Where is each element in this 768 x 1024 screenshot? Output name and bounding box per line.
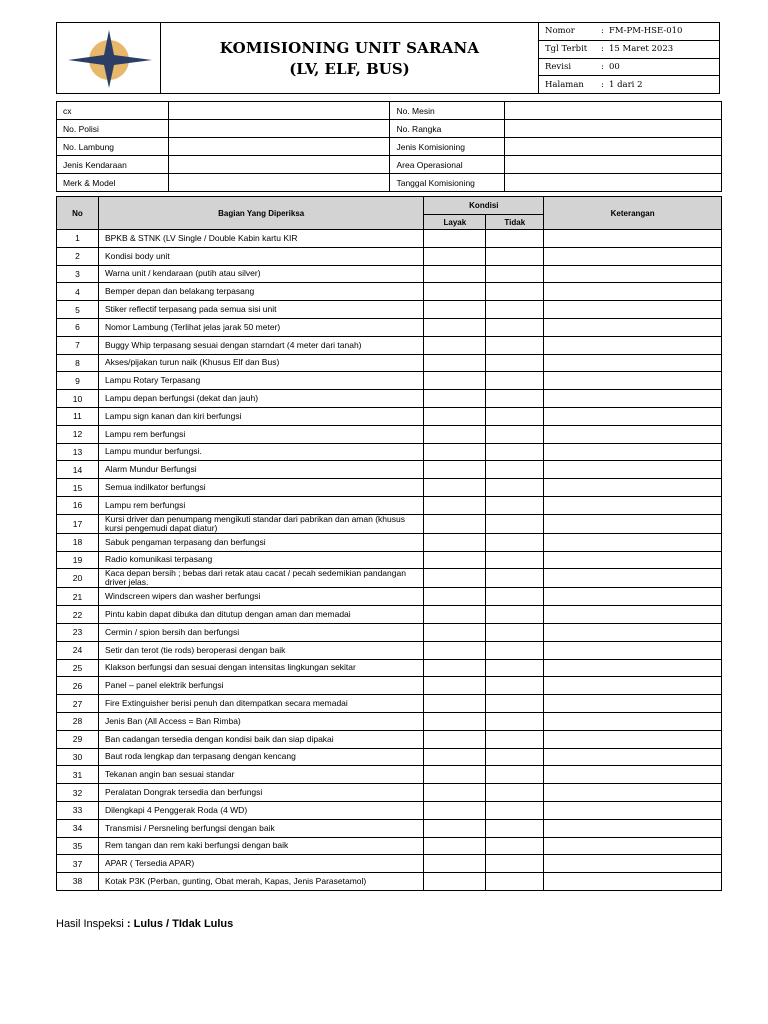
keterangan-field[interactable] <box>544 623 722 641</box>
item-description: Ban cadangan tersedia dengan kondisi baik dan siap dipakai <box>98 730 423 748</box>
table-row <box>57 819 722 837</box>
layak-checkbox-cell[interactable] <box>424 425 486 443</box>
table-row <box>57 390 722 408</box>
layak-checkbox-cell[interactable] <box>424 606 486 624</box>
info-value-field[interactable] <box>505 138 722 156</box>
info-row <box>57 156 722 174</box>
info-row <box>57 120 722 138</box>
layak-checkbox-cell[interactable] <box>424 265 486 283</box>
layak-checkbox-cell[interactable] <box>424 659 486 677</box>
keterangan-field[interactable] <box>544 230 722 248</box>
tidak-checkbox-cell[interactable] <box>486 748 544 766</box>
item-number: 34 <box>57 819 99 837</box>
keterangan-field[interactable] <box>544 514 722 533</box>
info-label: No. Polisi <box>57 120 169 138</box>
table-row <box>57 407 722 425</box>
layak-checkbox-cell[interactable] <box>424 301 486 319</box>
item-description: Akses/pijakan turun naik (Khusus Elf dan Bus) <box>98 354 423 372</box>
info-value-field[interactable] <box>168 102 390 120</box>
layak-checkbox-cell[interactable] <box>424 766 486 784</box>
table-row <box>57 730 722 748</box>
table-row <box>57 533 722 551</box>
table-row <box>57 837 722 855</box>
item-description: Semua indilkator berfungsi <box>98 479 423 497</box>
keterangan-field[interactable] <box>544 265 722 283</box>
layak-checkbox-cell[interactable] <box>424 623 486 641</box>
item-number: 2 <box>57 247 99 265</box>
table-row <box>57 496 722 514</box>
info-label: Tanggal Komisioning <box>390 174 505 192</box>
tidak-checkbox-cell[interactable] <box>486 855 544 873</box>
table-row <box>57 623 722 641</box>
item-description: Fire Extinguisher berisi penuh dan ditempatkan secara memadai <box>98 695 423 713</box>
keterangan-field[interactable] <box>544 712 722 730</box>
document-header <box>56 22 720 94</box>
table-row <box>57 801 722 819</box>
tidak-checkbox-cell[interactable] <box>486 390 544 408</box>
tidak-checkbox-cell[interactable] <box>486 425 544 443</box>
keterangan-field[interactable] <box>544 748 722 766</box>
keterangan-field[interactable] <box>544 588 722 606</box>
table-row <box>57 247 722 265</box>
tidak-checkbox-cell[interactable] <box>486 265 544 283</box>
tidak-checkbox-cell[interactable] <box>486 730 544 748</box>
item-number: 7 <box>57 336 99 354</box>
keterangan-field[interactable] <box>544 372 722 390</box>
item-number: 33 <box>57 801 99 819</box>
table-row <box>57 514 722 533</box>
item-description: Stiker reflectif terpasang pada semua sisi unit <box>98 301 423 319</box>
tidak-checkbox-cell[interactable] <box>486 496 544 514</box>
item-number: 11 <box>57 407 99 425</box>
layak-checkbox-cell[interactable] <box>424 730 486 748</box>
item-description: Baut roda lengkap dan terpasang dengan kencang <box>98 748 423 766</box>
keterangan-field[interactable] <box>544 551 722 569</box>
tidak-checkbox-cell[interactable] <box>486 784 544 802</box>
tidak-checkbox-cell[interactable] <box>486 569 544 588</box>
tidak-checkbox-cell[interactable] <box>486 443 544 461</box>
layak-checkbox-cell[interactable] <box>424 588 486 606</box>
keterangan-field[interactable] <box>544 318 722 336</box>
keterangan-field[interactable] <box>544 301 722 319</box>
layak-checkbox-cell[interactable] <box>424 873 486 891</box>
keterangan-field[interactable] <box>544 425 722 443</box>
keterangan-field[interactable] <box>544 784 722 802</box>
item-description: Jenis Ban (All Access = Ban Rimba) <box>98 712 423 730</box>
item-description: Nomor Lambung (Terlihat jelas jarak 50 meter) <box>98 318 423 336</box>
info-row <box>57 174 722 192</box>
layak-checkbox-cell[interactable] <box>424 855 486 873</box>
item-number: 1 <box>57 230 99 248</box>
table-row <box>57 230 722 248</box>
meta-halaman: Halaman : 1 dari 2 <box>545 79 643 90</box>
item-description: BPKB & STNK (LV Single / Double Kabin kartu KIR <box>98 230 423 248</box>
item-description: Setir dan terot (tie rods) beroperasi dengan baik <box>98 641 423 659</box>
item-description: Kursi driver dan penumpang mengikuti standar dari pabrikan dan aman (khusus kursi pengemudi dapat diatur) <box>98 514 423 533</box>
info-label: No. Lambung <box>57 138 169 156</box>
info-value-field[interactable] <box>168 156 390 174</box>
layak-checkbox-cell[interactable] <box>424 372 486 390</box>
item-number: 6 <box>57 318 99 336</box>
item-number: 35 <box>57 837 99 855</box>
header-no: No <box>57 197 99 230</box>
keterangan-field[interactable] <box>544 443 722 461</box>
table-row <box>57 318 722 336</box>
layak-checkbox-cell[interactable] <box>424 569 486 588</box>
item-description: Kaca depan bersih ; bebas dari retak atau cacat / pecah sedemikian pandangan driver jelas. <box>98 569 423 588</box>
info-row <box>57 102 722 120</box>
item-description: Kotak P3K (Perban, gunting, Obat merah, Kapas, Jenis Parasetamol) <box>98 873 423 891</box>
item-number: 12 <box>57 425 99 443</box>
header-layak: Layak <box>424 215 486 230</box>
layak-checkbox-cell[interactable] <box>424 283 486 301</box>
item-number: 26 <box>57 677 99 695</box>
table-row <box>57 551 722 569</box>
layak-checkbox-cell[interactable] <box>424 443 486 461</box>
info-label: cx <box>57 102 169 120</box>
keterangan-field[interactable] <box>544 677 722 695</box>
info-value-field[interactable] <box>505 102 722 120</box>
info-label: No. Rangka <box>390 120 505 138</box>
document-meta <box>539 23 719 93</box>
keterangan-field[interactable] <box>544 641 722 659</box>
layak-checkbox-cell[interactable] <box>424 479 486 497</box>
info-label: Jenis Komisioning <box>390 138 505 156</box>
info-value-field[interactable] <box>505 156 722 174</box>
item-description: Sabuk pengaman terpasang dan berfungsi <box>98 533 423 551</box>
inspection-result <box>56 918 233 930</box>
item-description: Lampu depan berfungsi (dekat dan jauh) <box>98 390 423 408</box>
table-row <box>57 479 722 497</box>
table-row <box>57 641 722 659</box>
tidak-checkbox-cell[interactable] <box>486 230 544 248</box>
layak-checkbox-cell[interactable] <box>424 336 486 354</box>
header-kondisi: Kondisi <box>424 197 544 215</box>
info-value-field[interactable] <box>505 120 722 138</box>
item-description: Lampu rem berfungsi <box>98 496 423 514</box>
keterangan-field[interactable] <box>544 606 722 624</box>
tidak-checkbox-cell[interactable] <box>486 301 544 319</box>
item-number: 29 <box>57 730 99 748</box>
item-number: 4 <box>57 283 99 301</box>
keterangan-field[interactable] <box>544 496 722 514</box>
table-row <box>57 873 722 891</box>
table-row <box>57 677 722 695</box>
table-row <box>57 265 722 283</box>
info-row <box>57 138 722 156</box>
item-number: 9 <box>57 372 99 390</box>
keterangan-field[interactable] <box>544 837 722 855</box>
tidak-checkbox-cell[interactable] <box>486 372 544 390</box>
keterangan-field[interactable] <box>544 695 722 713</box>
tidak-checkbox-cell[interactable] <box>486 623 544 641</box>
keterangan-field[interactable] <box>544 354 722 372</box>
keterangan-field[interactable] <box>544 479 722 497</box>
item-number: 31 <box>57 766 99 784</box>
meta-nomor: Nomor : FM-PM-HSE-010 <box>539 23 719 41</box>
table-row <box>57 748 722 766</box>
layak-checkbox-cell[interactable] <box>424 551 486 569</box>
tidak-checkbox-cell[interactable] <box>486 588 544 606</box>
item-number: 10 <box>57 390 99 408</box>
keterangan-field[interactable] <box>544 461 722 479</box>
info-label: Merk & Model <box>57 174 169 192</box>
item-description: Kondisi body unit <box>98 247 423 265</box>
layak-checkbox-cell[interactable] <box>424 390 486 408</box>
table-row <box>57 695 722 713</box>
item-number: 28 <box>57 712 99 730</box>
table-row <box>57 283 722 301</box>
meta-tgl-terbit: Tgl Terbit : 15 Maret 2023 <box>539 41 719 59</box>
info-value-field[interactable] <box>168 174 390 192</box>
layak-checkbox-cell[interactable] <box>424 461 486 479</box>
keterangan-field[interactable] <box>544 855 722 873</box>
tidak-checkbox-cell[interactable] <box>486 479 544 497</box>
result-options: Lulus / TIdak Lulus <box>133 918 234 930</box>
item-number: 38 <box>57 873 99 891</box>
table-row <box>57 855 722 873</box>
item-number: 18 <box>57 533 99 551</box>
layak-checkbox-cell[interactable] <box>424 230 486 248</box>
item-description: Buggy Whip terpasang sesuai dengan starndart (4 meter dari tanah) <box>98 336 423 354</box>
tidak-checkbox-cell[interactable] <box>486 551 544 569</box>
item-number: 19 <box>57 551 99 569</box>
table-row <box>57 461 722 479</box>
layak-checkbox-cell[interactable] <box>424 533 486 551</box>
item-number: 13 <box>57 443 99 461</box>
tidak-checkbox-cell[interactable] <box>486 514 544 533</box>
item-number: 14 <box>57 461 99 479</box>
layak-checkbox-cell[interactable] <box>424 247 486 265</box>
header-item: Bagian Yang Diperiksa <box>98 197 423 230</box>
tidak-checkbox-cell[interactable] <box>486 461 544 479</box>
item-description: Radio komunikasi terpasang <box>98 551 423 569</box>
info-value-field[interactable] <box>505 174 722 192</box>
tidak-checkbox-cell[interactable] <box>486 712 544 730</box>
item-description: Tekanan angin ban sesuai standar <box>98 766 423 784</box>
info-label: Jenis Kendaraan <box>57 156 169 174</box>
item-description: Panel – panel elektrik berfungsi <box>98 677 423 695</box>
item-number: 25 <box>57 659 99 677</box>
item-description: Cermin / spion bersih dan berfungsi <box>98 623 423 641</box>
item-description: Peralatan Dongrak tersedia dan berfungsi <box>98 784 423 802</box>
item-number: 3 <box>57 265 99 283</box>
layak-checkbox-cell[interactable] <box>424 641 486 659</box>
layak-checkbox-cell[interactable] <box>424 677 486 695</box>
table-row <box>57 712 722 730</box>
layak-checkbox-cell[interactable] <box>424 496 486 514</box>
layak-checkbox-cell[interactable] <box>424 819 486 837</box>
item-number: 17 <box>57 514 99 533</box>
tidak-checkbox-cell[interactable] <box>486 318 544 336</box>
info-label: No. Mesin <box>390 102 505 120</box>
item-description: Lampu mundur berfungsi. <box>98 443 423 461</box>
vehicle-info-table <box>56 101 722 192</box>
tidak-checkbox-cell[interactable] <box>486 873 544 891</box>
tidak-checkbox-cell[interactable] <box>486 819 544 837</box>
keterangan-field[interactable] <box>544 819 722 837</box>
item-number: 20 <box>57 569 99 588</box>
tidak-checkbox-cell[interactable] <box>486 801 544 819</box>
result-label: Hasil Inspeksi <box>56 918 124 930</box>
meta-revisi: Revisi : 00 <box>539 59 719 77</box>
table-row <box>57 336 722 354</box>
header-tidak: Tidak <box>486 215 544 230</box>
title-line-1: KOMISIONING UNIT SARANA <box>219 38 480 57</box>
keterangan-field[interactable] <box>544 283 722 301</box>
tidak-checkbox-cell[interactable] <box>486 606 544 624</box>
keterangan-field[interactable] <box>544 730 722 748</box>
tidak-checkbox-cell[interactable] <box>486 837 544 855</box>
table-row <box>57 301 722 319</box>
tidak-checkbox-cell[interactable] <box>486 695 544 713</box>
table-row <box>57 569 722 588</box>
keterangan-field[interactable] <box>544 533 722 551</box>
layak-checkbox-cell[interactable] <box>424 712 486 730</box>
layak-checkbox-cell[interactable] <box>424 784 486 802</box>
item-number: 16 <box>57 496 99 514</box>
tidak-checkbox-cell[interactable] <box>486 247 544 265</box>
keterangan-field[interactable] <box>544 569 722 588</box>
tidak-checkbox-cell[interactable] <box>486 766 544 784</box>
keterangan-field[interactable] <box>544 659 722 677</box>
item-number: 32 <box>57 784 99 802</box>
header-keterangan: Keterangan <box>544 197 722 230</box>
layak-checkbox-cell[interactable] <box>424 407 486 425</box>
tidak-checkbox-cell[interactable] <box>486 641 544 659</box>
layak-checkbox-cell[interactable] <box>424 354 486 372</box>
item-number: 23 <box>57 623 99 641</box>
item-description: Rem tangan dan rem kaki berfungsi dengan baik <box>98 837 423 855</box>
tidak-checkbox-cell[interactable] <box>486 407 544 425</box>
tidak-checkbox-cell[interactable] <box>486 283 544 301</box>
item-number: 22 <box>57 606 99 624</box>
item-number: 21 <box>57 588 99 606</box>
item-description: Windscreen wipers dan washer berfungsi <box>98 588 423 606</box>
keterangan-field[interactable] <box>544 801 722 819</box>
table-row <box>57 354 722 372</box>
document-title <box>161 23 539 93</box>
table-row <box>57 443 722 461</box>
item-description: Lampu sign kanan dan kiri berfungsi <box>98 407 423 425</box>
item-description: Lampu rem berfungsi <box>98 425 423 443</box>
layak-checkbox-cell[interactable] <box>424 695 486 713</box>
keterangan-field[interactable] <box>544 247 722 265</box>
item-description: Bemper depan dan belakang terpasang <box>98 283 423 301</box>
item-number: 27 <box>57 695 99 713</box>
table-row <box>57 372 722 390</box>
table-row <box>57 784 722 802</box>
info-value-field[interactable] <box>168 120 390 138</box>
keterangan-field[interactable] <box>544 336 722 354</box>
layak-checkbox-cell[interactable] <box>424 318 486 336</box>
item-number: 15 <box>57 479 99 497</box>
layak-checkbox-cell[interactable] <box>424 514 486 533</box>
item-number: 37 <box>57 855 99 873</box>
item-description: Transmisi / Persneling berfungsi dengan baik <box>98 819 423 837</box>
table-row <box>57 425 722 443</box>
tidak-checkbox-cell[interactable] <box>486 659 544 677</box>
tidak-checkbox-cell[interactable] <box>486 677 544 695</box>
keterangan-field[interactable] <box>544 766 722 784</box>
item-description: Dilengkapi 4 Penggerak Roda (4 WD) <box>98 801 423 819</box>
info-value-field[interactable] <box>168 138 390 156</box>
layak-checkbox-cell[interactable] <box>424 801 486 819</box>
keterangan-field[interactable] <box>544 873 722 891</box>
info-label: Area Operasional <box>390 156 505 174</box>
keterangan-field[interactable] <box>544 390 722 408</box>
item-number: 8 <box>57 354 99 372</box>
result-colon: : <box>126 918 131 930</box>
title-line-2: (LV, ELF, BUS) <box>289 59 410 78</box>
item-description: Pintu kabin dapat dibuka dan ditutup dengan aman dan memadai <box>98 606 423 624</box>
table-row <box>57 766 722 784</box>
item-description: APAR ( Tersedia APAR) <box>98 855 423 873</box>
item-number: 30 <box>57 748 99 766</box>
table-row <box>57 659 722 677</box>
table-row <box>57 588 722 606</box>
inspection-checklist-table <box>56 196 722 891</box>
layak-checkbox-cell[interactable] <box>424 748 486 766</box>
company-logo <box>57 23 161 93</box>
item-description: Klakson berfungsi dan sesuai dengan intensitas lingkungan sekitar <box>98 659 423 677</box>
compass-star-icon <box>64 28 154 88</box>
layak-checkbox-cell[interactable] <box>424 837 486 855</box>
item-number: 24 <box>57 641 99 659</box>
item-description: Alarm Mundur Berfungsi <box>98 461 423 479</box>
table-row <box>57 606 722 624</box>
tidak-checkbox-cell[interactable] <box>486 354 544 372</box>
item-number: 5 <box>57 301 99 319</box>
tidak-checkbox-cell[interactable] <box>486 336 544 354</box>
tidak-checkbox-cell[interactable] <box>486 533 544 551</box>
item-description: Lampu Rotary Terpasang <box>98 372 423 390</box>
keterangan-field[interactable] <box>544 407 722 425</box>
item-description: Warna unit / kendaraan (putih atau silver) <box>98 265 423 283</box>
